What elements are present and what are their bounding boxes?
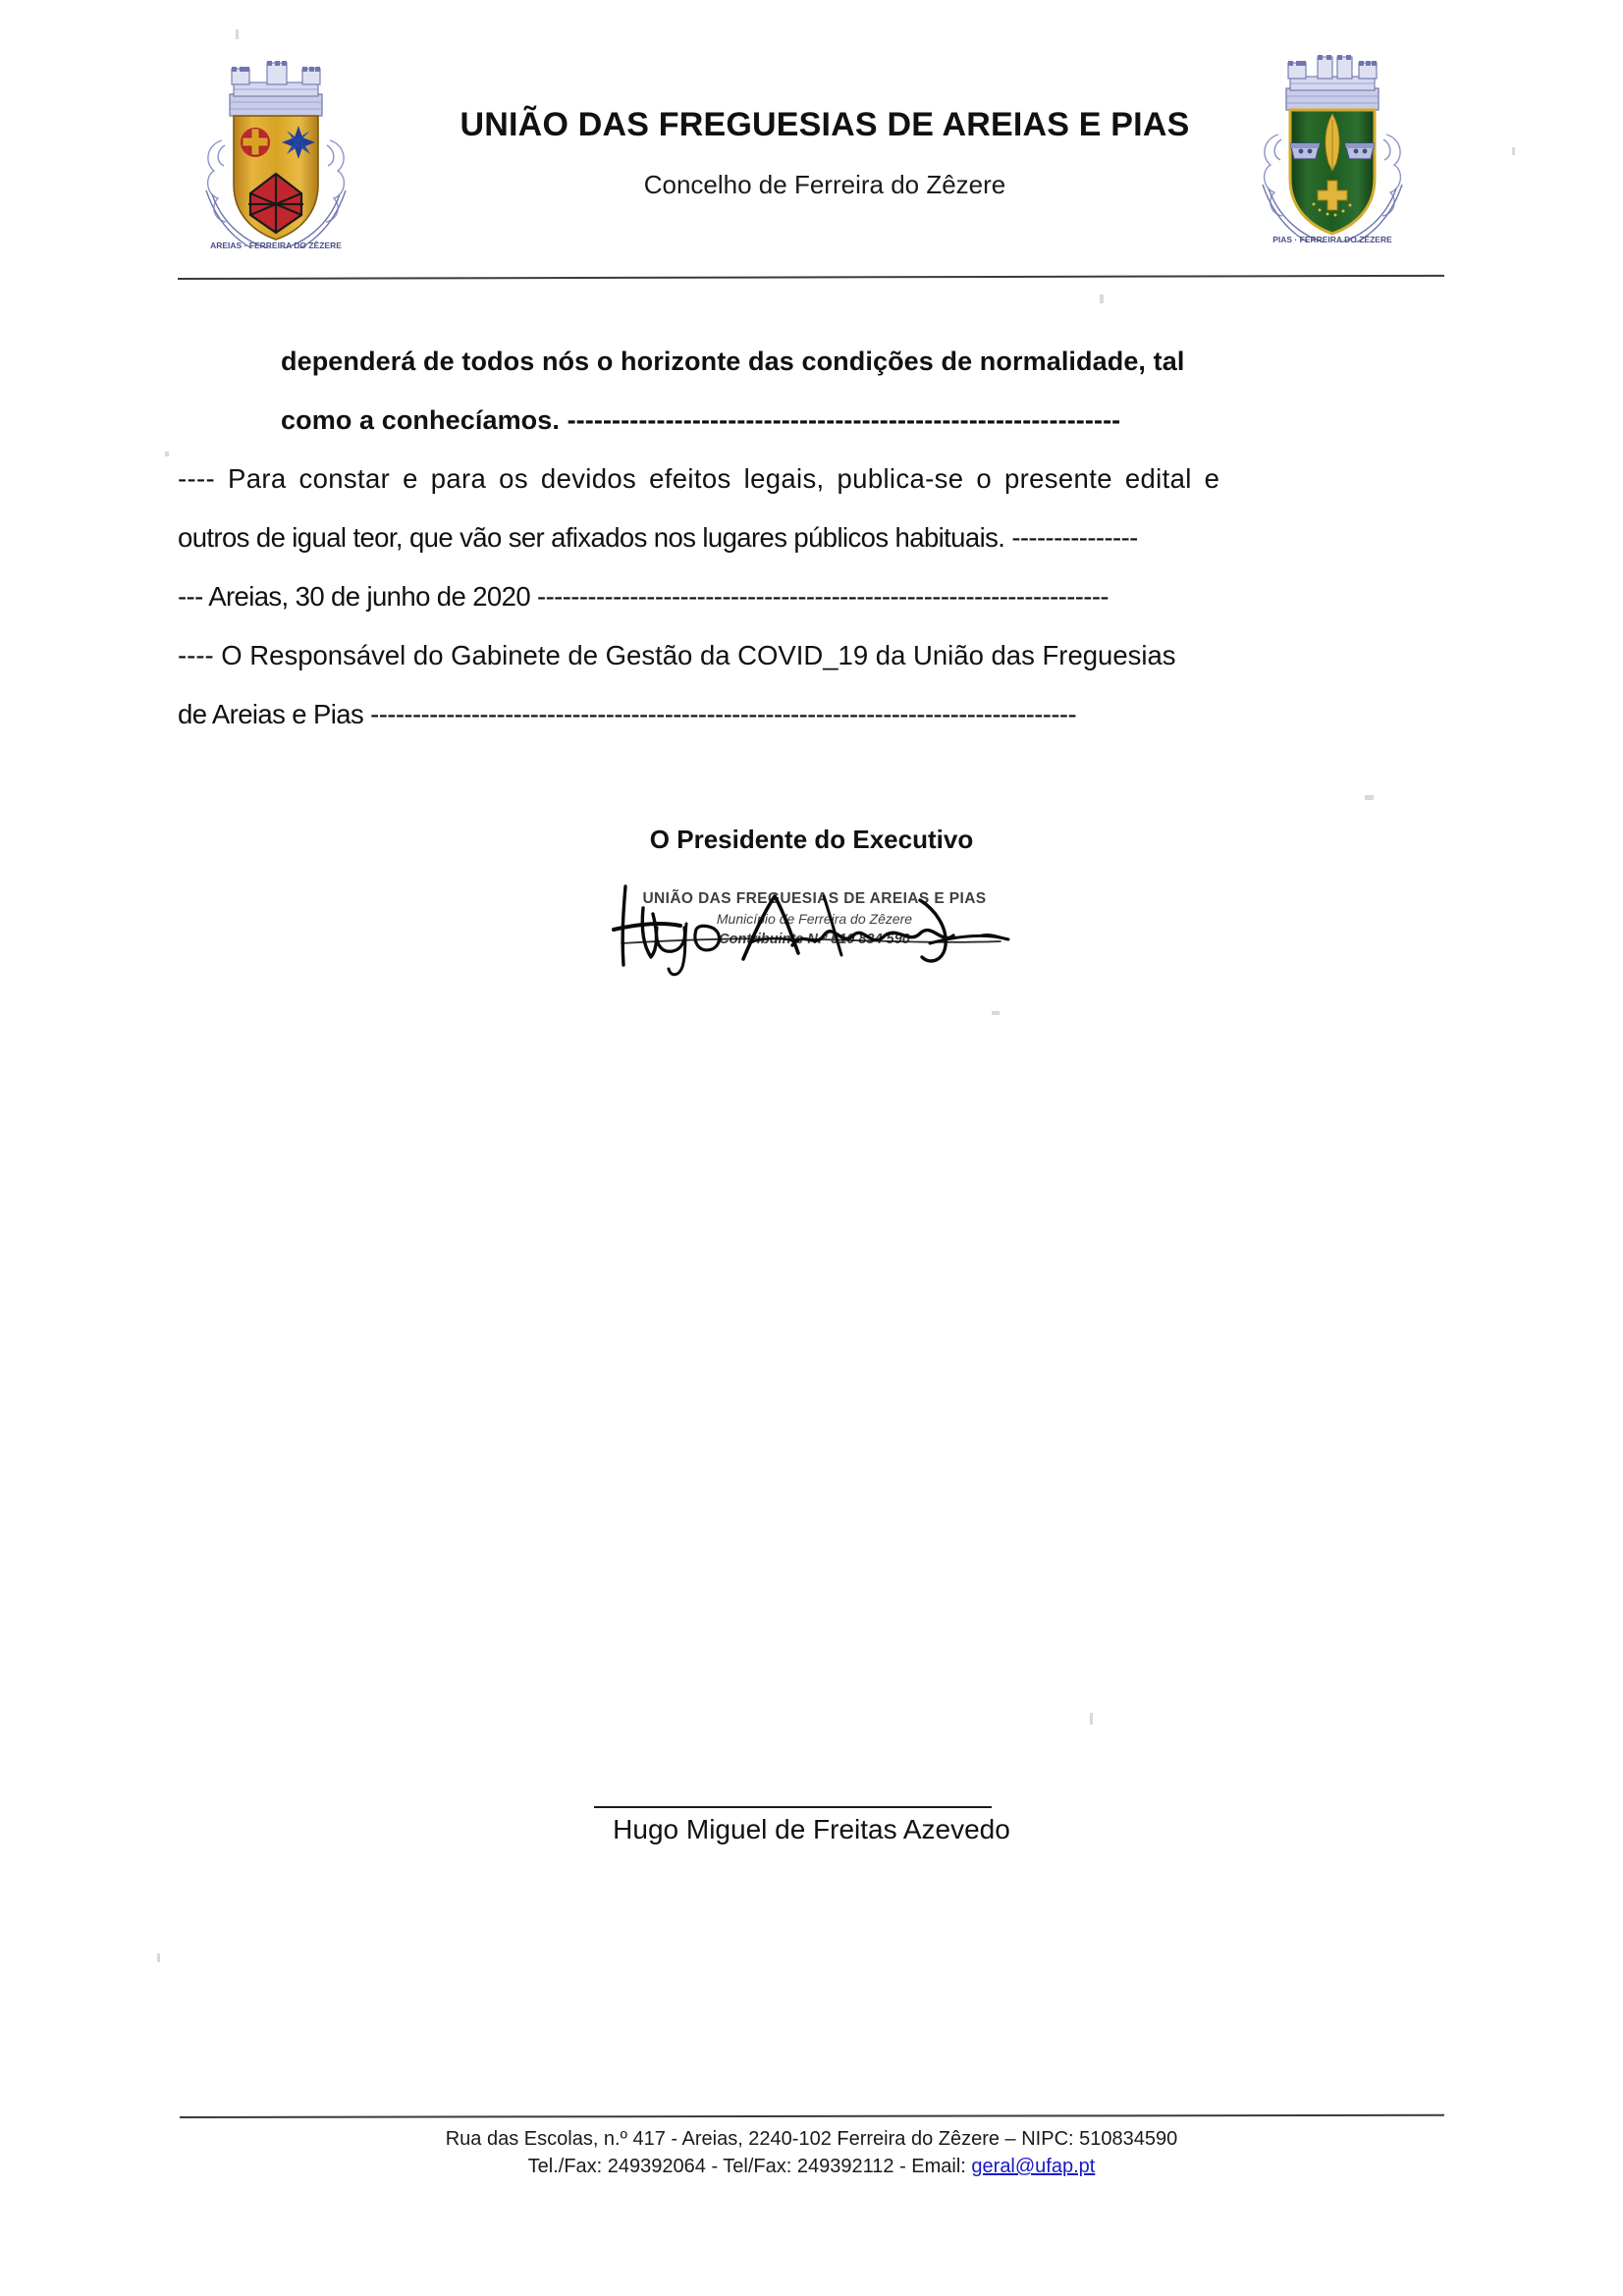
stamp-line-3: Contribuinte N.º 510 834 590 [719, 931, 910, 947]
body-line: dependerá de todos nós o horizonte das condições de normalidade, tal [281, 347, 1185, 376]
scan-artifact [1365, 795, 1374, 800]
organization-subtitle: Concelho de Ferreira do Zêzere [643, 170, 1006, 199]
footer-email-link[interactable]: geral@ufap.pt [971, 2156, 1096, 2178]
official-stamp [614, 888, 1016, 949]
header-titles [383, 106, 1267, 200]
scan-artifact [157, 1953, 160, 1962]
signature-block [0, 825, 1623, 1844]
organization-title: UNIÃO DAS FREGUESIAS DE AREIAS E PIAS [460, 106, 1190, 143]
body-line: outros de igual teor, que vão ser afixados nos lugares públicos habituais. --------------- [178, 522, 1138, 553]
footer-divider [180, 2114, 1444, 2118]
stamp-line-2: Município de Ferreira do Zêzere [716, 911, 913, 927]
body-line: ---- Para constar e para os devidos efeitos legais, publica-se o presente edital e [178, 463, 1220, 494]
body-line: como a conhecíamos. -------------------------------------------------------------- [281, 405, 1121, 435]
scan-artifact [992, 1011, 1000, 1015]
coat-of-arms-areias-icon [192, 47, 359, 248]
footer-contacts [0, 2153, 1623, 2180]
stamp-line-1: UNIÃO DAS FREGUESIAS DE AREIAS E PIAS [642, 890, 987, 907]
signature-rule [594, 1806, 992, 1808]
signature-area [596, 875, 1028, 990]
svg-text:AREIAS · FERREIRA DO ZÊZERE: AREIAS · FERREIRA DO ZÊZERE [210, 240, 342, 248]
coat-of-arms-pias-icon [1249, 41, 1416, 242]
scan-artifact [236, 29, 239, 39]
svg-text:PIAS · FERREIRA DO ZÊZERE: PIAS · FERREIRA DO ZÊZERE [1272, 235, 1392, 242]
signatory-name: Hugo Miguel de Freitas Azevedo [613, 1814, 1010, 1844]
document-body [178, 332, 1434, 744]
scan-artifact [1512, 147, 1515, 155]
document-footer [0, 2125, 1623, 2181]
scan-artifact [1090, 1713, 1093, 1725]
footer-contacts-text: Tel./Fax: 249392064 - Tel/Fax: 249392112 - Email: [527, 2156, 972, 2178]
body-line: de Areias e Pias ------------------------------------------------------------------------------------ [178, 699, 1077, 729]
body-line: --- Areias, 30 de junho de 2020 -------------------------------------------------------------------- [178, 581, 1109, 612]
scan-artifact [165, 452, 169, 456]
footer-address: Rua das Escolas, n.º 417 - Areias, 2240-102 Ferreira do Zêzere – NIPC: 510834590 [445, 2128, 1178, 2150]
signature-title: O Presidente do Executivo [649, 825, 974, 854]
document-header [0, 0, 1623, 294]
body-line: ---- O Responsável do Gabinete de Gestão da COVID_19 da União das Freguesias [178, 640, 1176, 670]
scan-artifact [1100, 294, 1104, 303]
